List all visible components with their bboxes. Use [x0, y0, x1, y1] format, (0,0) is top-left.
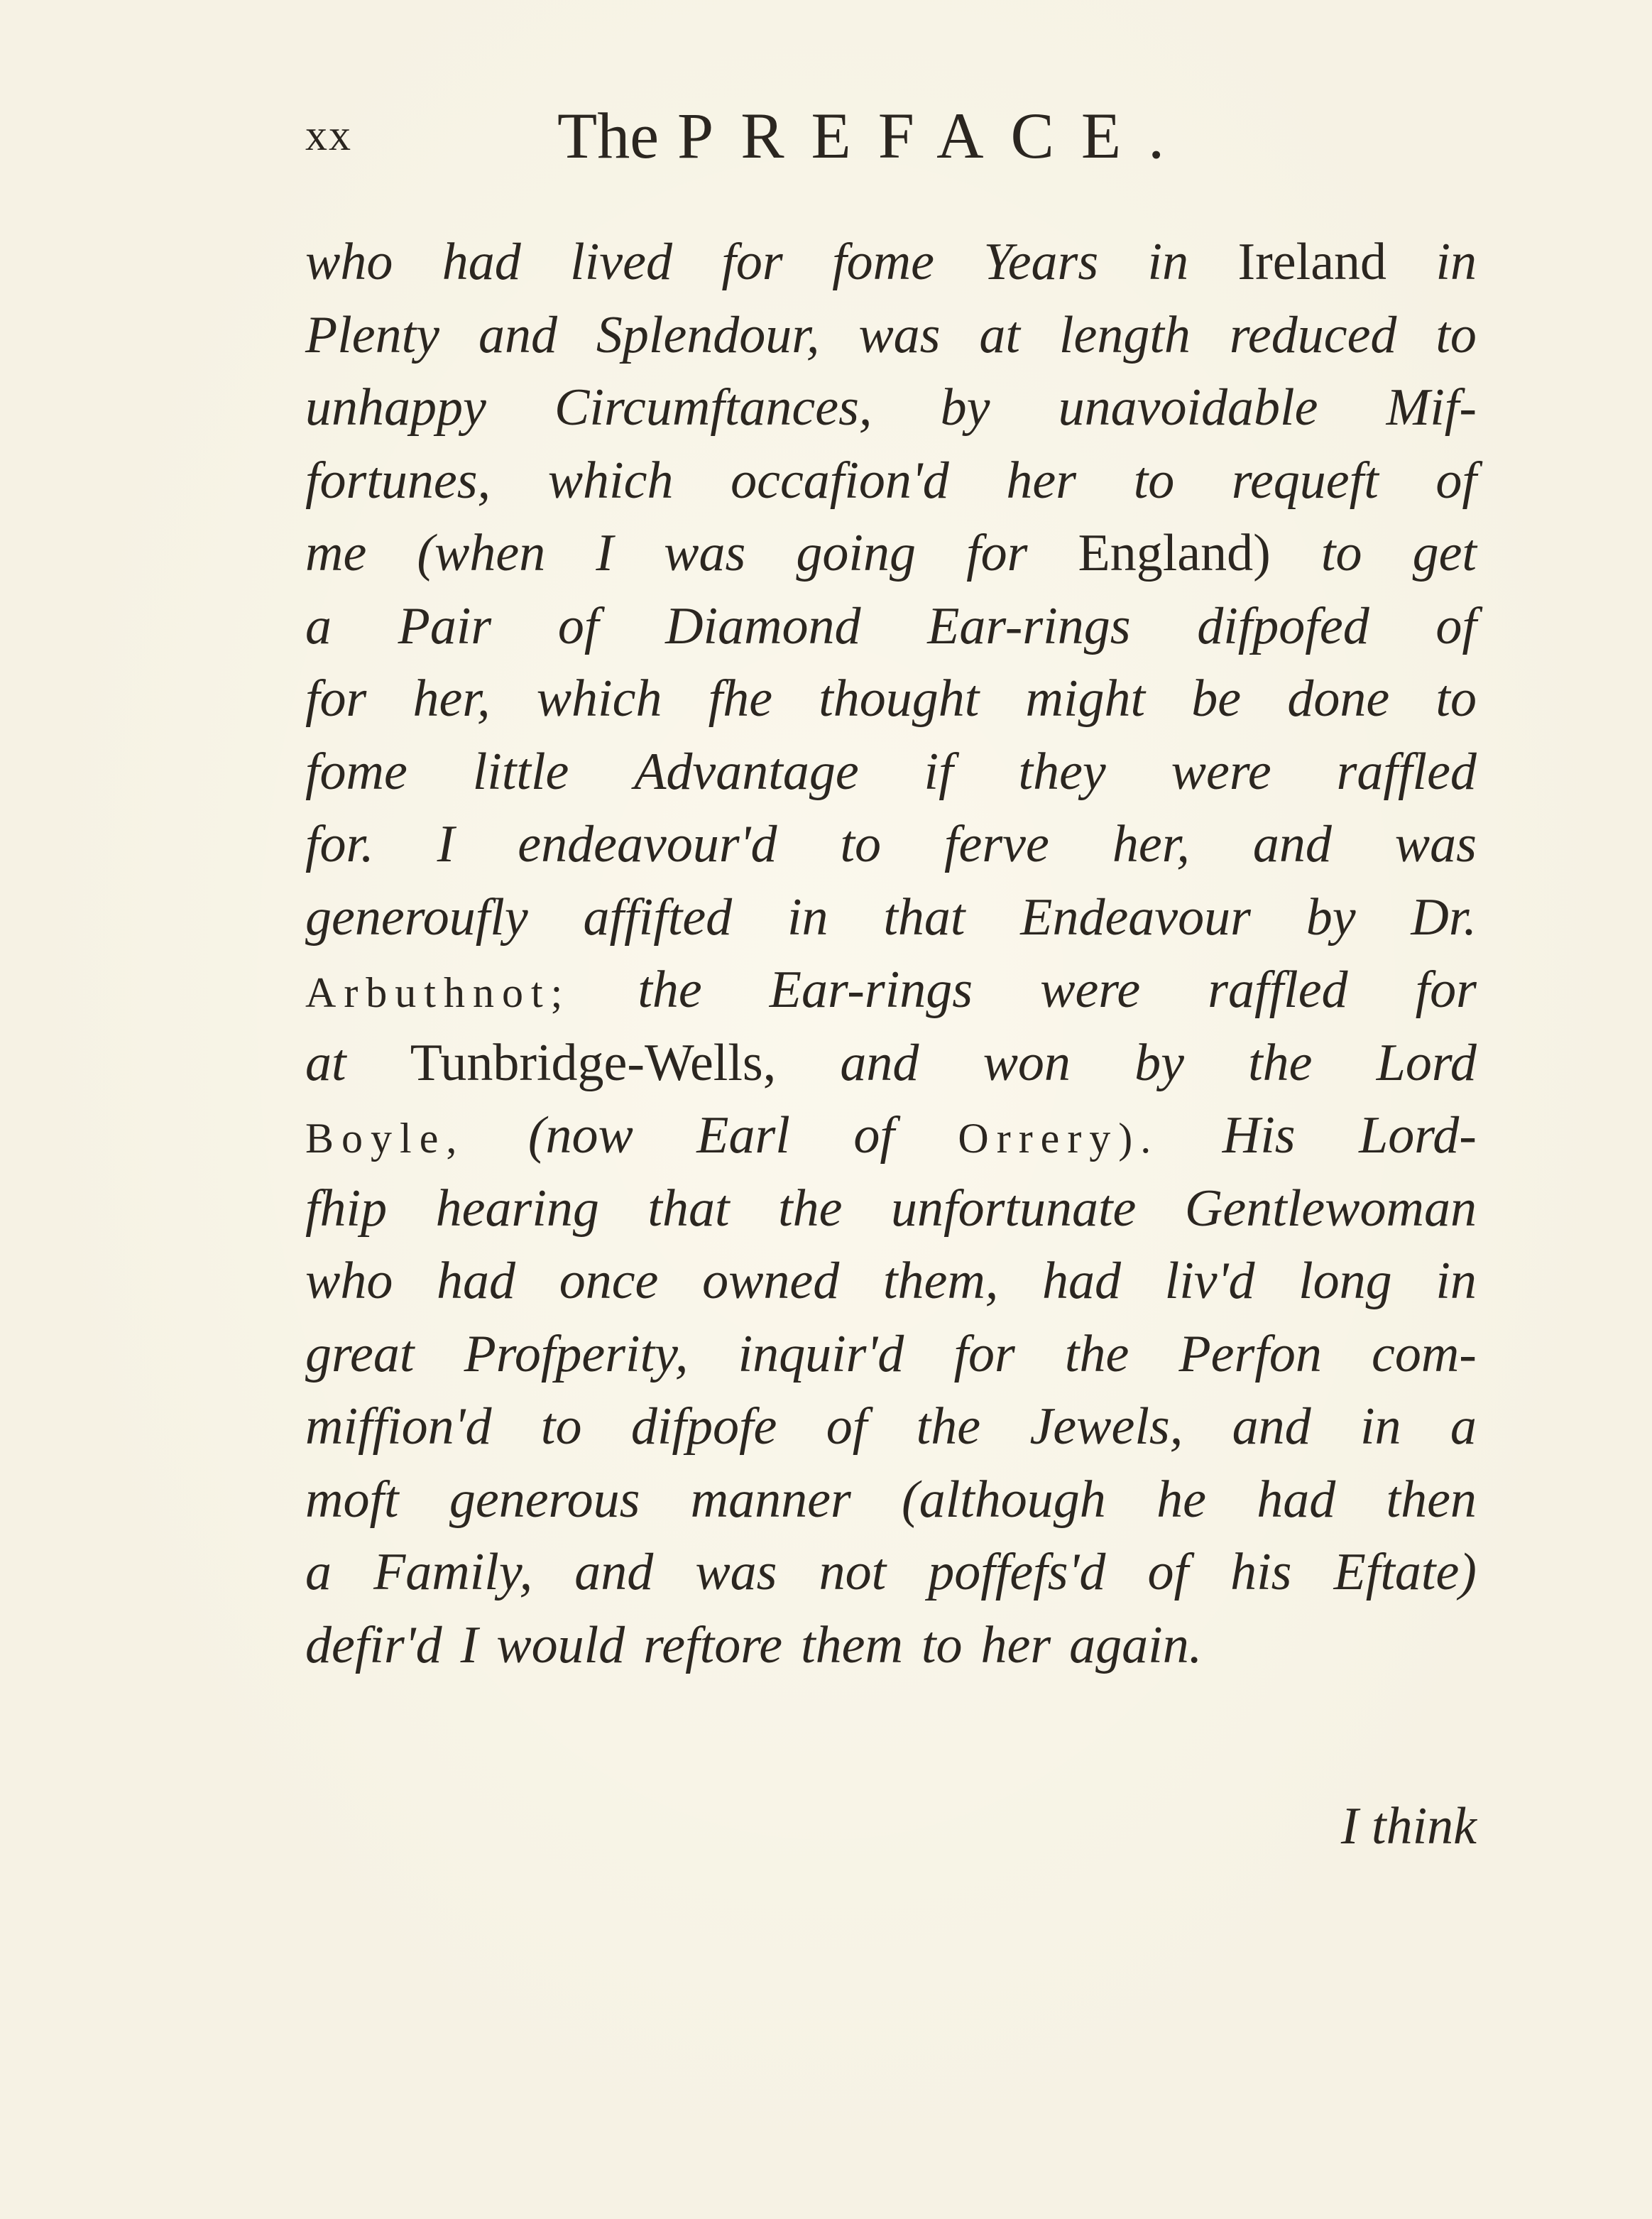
word: her,	[1112, 815, 1190, 873]
word: fhe	[708, 670, 773, 728]
word: a	[305, 596, 332, 655]
word: once	[559, 1252, 659, 1310]
word: Endeavour	[1020, 888, 1251, 947]
word: for	[953, 1324, 1015, 1383]
word: who	[305, 233, 393, 291]
word: Lord-	[1359, 1106, 1477, 1165]
word: hearing	[435, 1179, 599, 1238]
word: Plenty	[305, 305, 440, 364]
word: the	[638, 961, 702, 1019]
word: raffled	[1336, 742, 1477, 801]
word: were	[1171, 742, 1271, 801]
word: was	[1394, 815, 1477, 873]
word: of	[557, 596, 599, 655]
word: her,	[412, 670, 491, 728]
word: defir'd	[305, 1615, 442, 1674]
word: Lord	[1376, 1033, 1477, 1092]
word: was	[664, 524, 746, 582]
word: endeavour'd	[518, 815, 777, 873]
catchword: I think	[1340, 1797, 1477, 1855]
word: by	[1134, 1033, 1184, 1092]
word: done	[1287, 670, 1390, 728]
word: unavoidable	[1058, 378, 1318, 437]
word: a	[1450, 1397, 1477, 1456]
word: great	[305, 1324, 415, 1383]
word: Earl	[696, 1106, 790, 1165]
word: Tunbridge-Wells,	[410, 1033, 777, 1092]
running-title-word: The	[557, 99, 660, 172]
word: (now	[527, 1106, 633, 1165]
word: get	[1412, 524, 1477, 582]
text-line	[305, 954, 1477, 1027]
word: Splendour,	[596, 305, 820, 364]
word: moft	[305, 1470, 399, 1529]
text-line	[305, 226, 1477, 299]
word: Dr.	[1411, 888, 1477, 947]
word: owned	[702, 1252, 840, 1310]
word: ferve	[943, 815, 1049, 873]
word: Circumftances,	[554, 378, 873, 437]
word: was	[858, 305, 941, 364]
word: he	[1156, 1470, 1206, 1529]
word: of	[1147, 1543, 1189, 1601]
word: Jewels,	[1029, 1397, 1183, 1456]
text-line	[305, 299, 1477, 372]
word: Family,	[373, 1543, 533, 1601]
word: manner	[690, 1470, 851, 1529]
word: inquir'd	[738, 1324, 904, 1383]
word: fortunes,	[305, 451, 491, 510]
word: for	[721, 233, 783, 291]
text-line	[305, 1609, 1477, 1682]
word: Gentlewoman	[1184, 1179, 1477, 1238]
word: His	[1222, 1106, 1296, 1165]
word: and	[574, 1543, 654, 1601]
word: going	[796, 524, 916, 582]
word: a	[305, 1543, 332, 1601]
word: of	[1435, 596, 1477, 655]
word: in	[787, 888, 828, 947]
text-line	[305, 1027, 1477, 1100]
word: reduced	[1229, 305, 1397, 364]
word: by	[940, 378, 990, 437]
word: not	[819, 1543, 887, 1601]
word: I	[460, 1615, 478, 1674]
word: to	[540, 1397, 582, 1456]
text-line	[305, 881, 1477, 954]
word: them,	[882, 1252, 999, 1310]
word: the	[1248, 1033, 1313, 1092]
word: Pair	[398, 596, 492, 655]
running-title-caps: PREFACE.	[677, 99, 1192, 172]
word: that	[647, 1179, 730, 1238]
word: difpofed	[1197, 596, 1369, 655]
word: to	[1435, 670, 1477, 728]
word: Eftate)	[1333, 1543, 1477, 1601]
word: that	[883, 888, 966, 947]
word: I	[596, 524, 614, 582]
word: occafion'd	[731, 451, 949, 510]
word: his	[1230, 1543, 1292, 1601]
text-line	[305, 1245, 1477, 1318]
word: again.	[1069, 1615, 1203, 1674]
word: reftore	[643, 1615, 783, 1674]
word: thought	[819, 670, 980, 728]
word: Advantage	[634, 742, 859, 801]
text-line	[305, 1390, 1477, 1463]
word: and	[478, 305, 557, 364]
text-line	[305, 445, 1477, 518]
word: (when	[417, 524, 546, 582]
word: at	[305, 1033, 346, 1092]
word: of	[826, 1397, 868, 1456]
word: had	[1257, 1470, 1336, 1529]
word: long	[1298, 1252, 1392, 1310]
word: her	[1006, 451, 1077, 510]
word: generoufly	[305, 888, 528, 947]
word: was	[695, 1543, 777, 1601]
word: to	[1435, 305, 1477, 364]
word: Ireland	[1237, 233, 1387, 291]
word: if	[924, 742, 953, 801]
text-line	[305, 1172, 1477, 1245]
running-head	[305, 98, 1249, 176]
word: Boyle,	[305, 1115, 465, 1162]
word: be	[1191, 670, 1242, 728]
word: had	[442, 233, 521, 291]
word: little	[472, 742, 569, 801]
word: Ear-rings	[927, 596, 1131, 655]
word: the	[916, 1397, 981, 1456]
word: to	[1133, 451, 1175, 510]
word: England)	[1078, 524, 1271, 582]
word: which	[547, 451, 674, 510]
word: had	[1041, 1252, 1121, 1310]
text-line	[305, 590, 1477, 663]
word: com-	[1371, 1324, 1477, 1383]
word: of	[1435, 451, 1477, 510]
word: in	[1147, 233, 1189, 291]
body-text	[305, 226, 1477, 1681]
word: for	[966, 524, 1028, 582]
word: then	[1386, 1470, 1477, 1529]
word: to	[840, 815, 881, 873]
text-line	[305, 1536, 1477, 1609]
word: to	[1320, 524, 1362, 582]
word: Arbuthnot;	[305, 969, 571, 1016]
text-line	[305, 517, 1477, 590]
word: unhappy	[305, 378, 486, 437]
word: fome	[832, 233, 934, 291]
text-line	[305, 371, 1477, 445]
word: Ear-rings	[769, 961, 973, 1019]
word: were	[1040, 961, 1141, 1019]
word: at	[979, 305, 1020, 364]
word: won	[983, 1033, 1071, 1092]
word: to	[921, 1615, 963, 1674]
word: had	[437, 1252, 516, 1310]
word: length	[1059, 305, 1191, 364]
word: affifted	[583, 888, 733, 947]
word: for	[305, 670, 367, 728]
text-line	[305, 808, 1477, 881]
word: of	[853, 1106, 895, 1165]
word: I	[437, 815, 455, 873]
word: (although	[902, 1470, 1106, 1529]
word: fhip	[305, 1179, 388, 1238]
word: her	[980, 1615, 1051, 1674]
running-title	[557, 98, 1191, 173]
word: for.	[305, 815, 374, 873]
word: liv'd	[1164, 1252, 1255, 1310]
word: fome	[305, 742, 407, 801]
word: and	[1232, 1397, 1311, 1456]
word: difpofe	[630, 1397, 777, 1456]
word: by	[1306, 888, 1356, 947]
word: Perfon	[1178, 1324, 1322, 1383]
word: Orrery).	[958, 1115, 1159, 1162]
word: would	[496, 1615, 625, 1674]
word: lived	[570, 233, 672, 291]
word: in	[1360, 1397, 1401, 1456]
text-line	[305, 1463, 1477, 1537]
word: the	[1064, 1324, 1129, 1383]
word: who	[305, 1252, 393, 1310]
word: might	[1025, 670, 1146, 728]
word: and	[840, 1033, 919, 1092]
word: generous	[449, 1470, 640, 1529]
word: in	[1435, 233, 1477, 291]
word: and	[1252, 815, 1332, 873]
word: unfortunate	[891, 1179, 1137, 1238]
text-line	[305, 736, 1477, 809]
text-line	[305, 1099, 1477, 1172]
word: miffion'd	[305, 1397, 492, 1456]
word: for	[1415, 961, 1477, 1019]
word: Years	[983, 233, 1099, 291]
word: the	[778, 1179, 843, 1238]
word: in	[1435, 1252, 1477, 1310]
word: poffefs'd	[928, 1543, 1106, 1601]
word: they	[1018, 742, 1106, 801]
text-line	[305, 663, 1477, 736]
page-number: xx	[305, 111, 352, 160]
word: requeft	[1231, 451, 1379, 510]
word: Diamond	[665, 596, 861, 655]
word: Mif-	[1386, 378, 1477, 437]
word: Profperity,	[464, 1324, 689, 1383]
word: raffled	[1208, 961, 1348, 1019]
word: which	[536, 670, 662, 728]
text-line	[305, 1318, 1477, 1391]
word: me	[305, 524, 367, 582]
word: them	[801, 1615, 903, 1674]
